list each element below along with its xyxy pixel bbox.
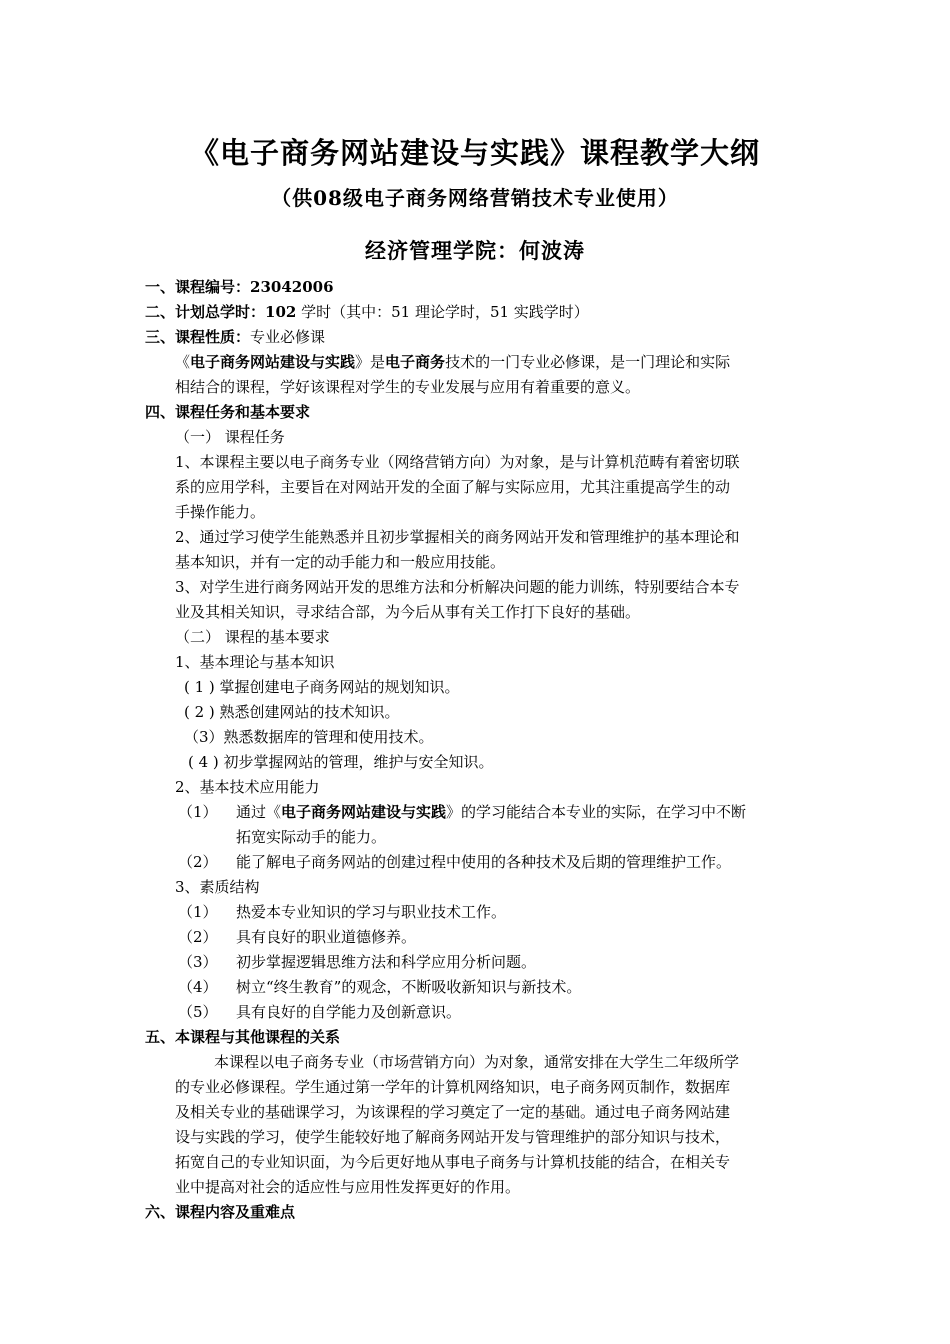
section5-line5: 拓宽自己的专业知识面，为今后更好地从事电子商务与计算机技能的结合，在相关专 — [175, 1153, 731, 1171]
course-code-label: 一、课程编号： — [145, 278, 251, 296]
requirements-subheading: （二） 课程的基本要求 — [175, 628, 330, 646]
course-nature-paragraph-line1 — [175, 351, 730, 373]
section5-line2: 的专业必修课程。学生通过第一学年的计算机网络知识，电子商务网页制作，数据库 — [175, 1078, 731, 1096]
task2-line1: 2、通过学习使学生能熟悉并且初步掌握相关的商务网站开发和管理维护的基本理论和 — [175, 528, 740, 546]
course-nature-line — [145, 326, 325, 348]
req3-item-3-text: 初步掌握逻辑思维方法和科学应用分析问题。 — [236, 953, 537, 971]
section6-heading: 六、课程内容及重难点 — [145, 1203, 296, 1221]
req3-item-2-number: （2） — [178, 928, 218, 946]
total-hours-detail: 学时（其中：51 理论学时，51 实践学时） — [296, 303, 589, 321]
req2-item-2-number: （2） — [178, 853, 218, 871]
course-name: 电子商务网站建设与实践 — [190, 353, 356, 371]
req1-item-4: ( 4 ) 初步掌握网站的管理，维护与安全知识。 — [188, 753, 494, 771]
course-code-value: 23042006 — [250, 278, 334, 296]
course-nature-paragraph-line2: 相结合的课程，学好该课程对学生的专业发展与应用有着重要的意义。 — [175, 378, 641, 396]
req2-item-1-course: 电子商务网站建设与实践 — [281, 803, 447, 821]
task1-line1: 1、本课程主要以电子商务专业（网络营销方向）为对象，是与计算机范畴有着密切联 — [175, 453, 740, 471]
task2-line2: 基本知识，并有一定的动手能力和一般应用技能。 — [175, 553, 506, 571]
document-subtitle: （供08级电子商务网络营销技术专业使用） — [271, 186, 679, 210]
task3-line2: 业及其相关知识，寻求结合部，为今后从事有关工作打下良好的基础。 — [175, 603, 641, 621]
req3-item-1-number: （1） — [178, 903, 218, 921]
section4-heading: 四、课程任务和基本要求 — [145, 403, 311, 421]
req1-heading: 1、基本理论与基本知识 — [175, 653, 335, 671]
req2-heading: 2、基本技术应用能力 — [175, 778, 320, 796]
req3-heading: 3、素质结构 — [175, 878, 260, 896]
req3-item-4-text: 树立“终生教育”的观念，不断吸收新知识与新技术。 — [236, 978, 582, 996]
req1-item-2: ( 2 ) 熟悉创建网站的技术知识。 — [184, 703, 400, 721]
document-author: 经济管理学院：何波涛 — [365, 238, 585, 263]
quote-close: 》是 — [355, 353, 386, 371]
document-title: 《电子商务网站建设与实践》课程教学大纲 — [189, 136, 760, 170]
section5-line1: 本课程以电子商务专业（市场营销方向）为对象，通常安排在大学生二年级所学 — [214, 1053, 740, 1071]
section5-line6: 业中提高对社会的适应性与应用性发挥更好的作用。 — [175, 1178, 521, 1196]
req2-item-1-number: （1） — [178, 803, 218, 821]
task3-line1: 3、对学生进行商务网站开发的思维方法和分析解决问题的能力训练，特别要结合本专 — [175, 578, 740, 596]
req2-item-2-text: 能了解电子商务网站的创建过程中使用的各种技术及后期的管理维护工作。 — [236, 853, 732, 871]
req3-item-3-number: （3） — [178, 953, 218, 971]
section5-line4: 设与实践的学习，使学生能较好地了解商务网站开发与管理维护的部分知识与技术， — [175, 1128, 731, 1146]
quote-open: 《 — [175, 353, 191, 371]
req3-item-5-text: 具有良好的自学能力及创新意识。 — [236, 1003, 462, 1021]
section5-line3: 及相关专业的基础课学习，为该课程的学习奠定了一定的基础。通过电子商务网站建 — [175, 1103, 731, 1121]
section5-heading: 五、本课程与其他课程的关系 — [145, 1028, 341, 1046]
req2-item-1-post: 》的学习能结合本专业的实际，在学习中不断 — [446, 803, 747, 821]
req2-item-1-pre: 通过《 — [236, 803, 282, 821]
course-tasks-subheading: （一） 课程任务 — [175, 428, 285, 446]
course-code-line — [145, 276, 334, 298]
course-nature-label: 三、课程性质： — [145, 328, 251, 346]
total-hours-label: 二、计划总学时： — [145, 303, 266, 321]
course-nature-value: 专业必修课 — [250, 328, 326, 346]
paragraph-text: 技术的一门专业必修课，是一门理论和实际 — [445, 353, 731, 371]
req2-item-1-line1 — [236, 801, 746, 823]
field-name: 电子商务 — [385, 353, 446, 371]
req3-item-4-number: （4） — [178, 978, 218, 996]
req3-item-1-text: 热爱本专业知识的学习与职业技术工作。 — [236, 903, 507, 921]
total-hours-value: 102 — [265, 303, 297, 321]
req3-item-5-number: （5） — [178, 1003, 218, 1021]
total-hours-line — [145, 301, 589, 323]
req3-item-2-text: 具有良好的职业道德修养。 — [236, 928, 417, 946]
task1-line2: 系的应用学科，主要旨在对网站开发的全面了解与实际应用，尤其注重提高学生的动 — [175, 478, 731, 496]
req1-item-1: ( 1 ) 掌握创建电子商务网站的规划知识。 — [184, 678, 460, 696]
req1-item-3: （3）熟悉数据库的管理和使用技术。 — [184, 728, 434, 746]
task1-line3: 手操作能力。 — [175, 503, 266, 521]
req2-item-1-line2: 拓宽实际动手的能力。 — [236, 828, 387, 846]
